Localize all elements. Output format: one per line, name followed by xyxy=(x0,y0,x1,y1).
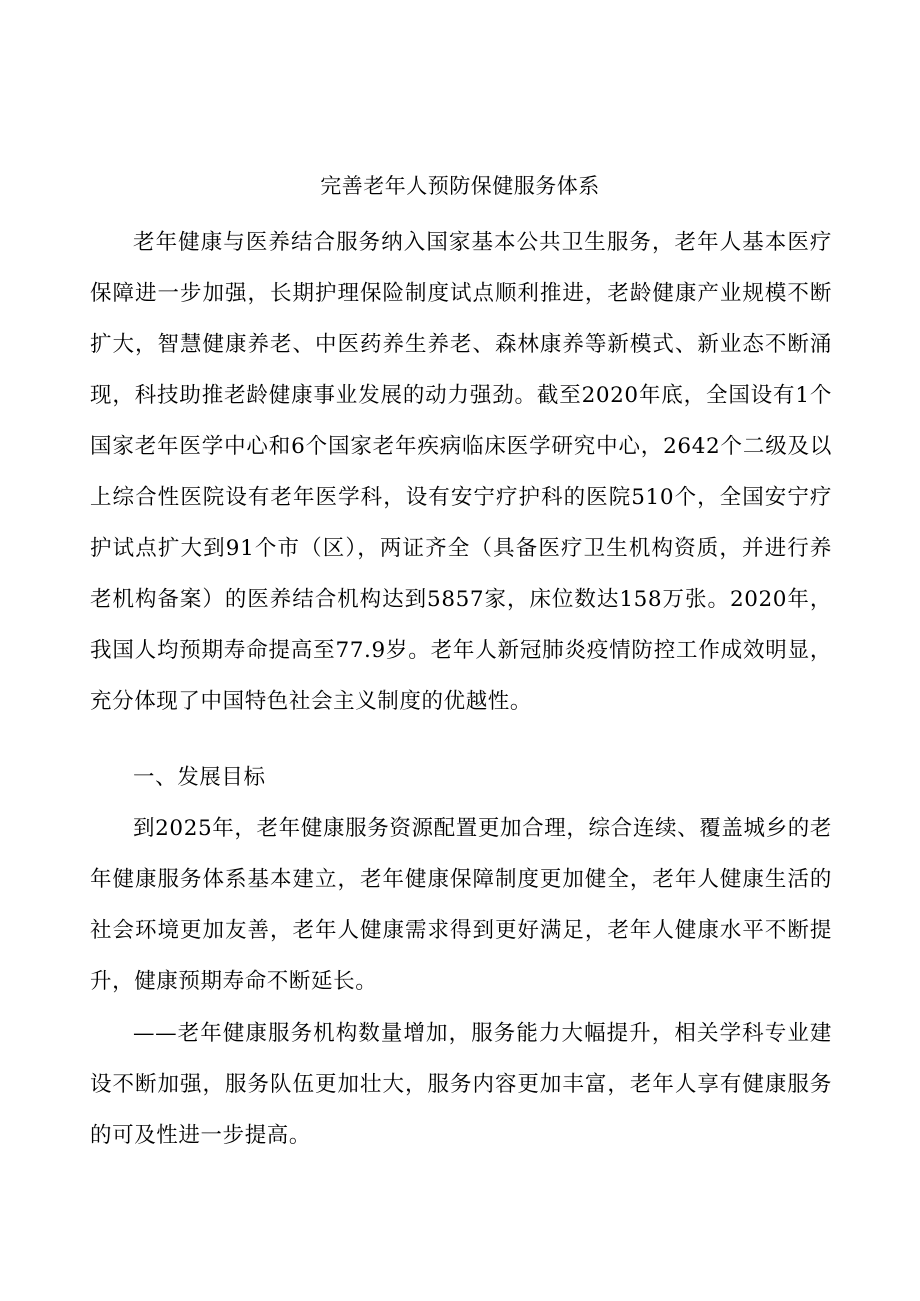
bullet-paragraph: ——老年健康服务机构数量增加，服务能力大幅提升，相关学科专业建设不断加强，服务队伍更加壮大，服务内容更加丰富，老年人享有健康服务的可及性进一步提高。 xyxy=(90,1021,832,1148)
goal-paragraph: 到2025年，老年健康服务资源配置更加合理，综合连续、覆盖城乡的老年健康服务体系基本建立，老年健康保障制度更加健全，老年人健康生活的社会环境更加友善，老年人健康需求得到更好满足，老年人健康水平不断提升，健康预期寿命不断延长。 xyxy=(90,816,832,994)
section-heading: 一、发展目标 xyxy=(133,765,266,790)
intro-paragraph: 老年健康与医养结合服务纳入国家基本公共卫生服务，老年人基本医疗保障进一步加强，长期护理保险制度试点顺利推进，老龄健康产业规模不断扩大，智慧健康养老、中医药养生养老、森林康养等新模式、新业态不断涌现，科技助推老龄健康事业发展的动力强劲。截至2020年底，全国设有1个国家老年医学中心和6个国家老年疾病临床医学研究中心，2642个二级及以上综合性医院设有老年医学科，设有安宁疗护科的医院510个，全国安宁疗护试点扩大到91个市（区），两证齐全（具备医疗卫生机构资质，并进行养老机构备案）的医养结合机构达到5857家，床位数达158万张。2020年，我国人均预期寿命提高至77.9岁。老年人新冠肺炎疫情防控工作成效明显，充分体现了中国特色社会主义制度的优越性。 xyxy=(90,230,832,714)
document-title: 完善老年人预防保健服务体系 xyxy=(320,174,600,198)
